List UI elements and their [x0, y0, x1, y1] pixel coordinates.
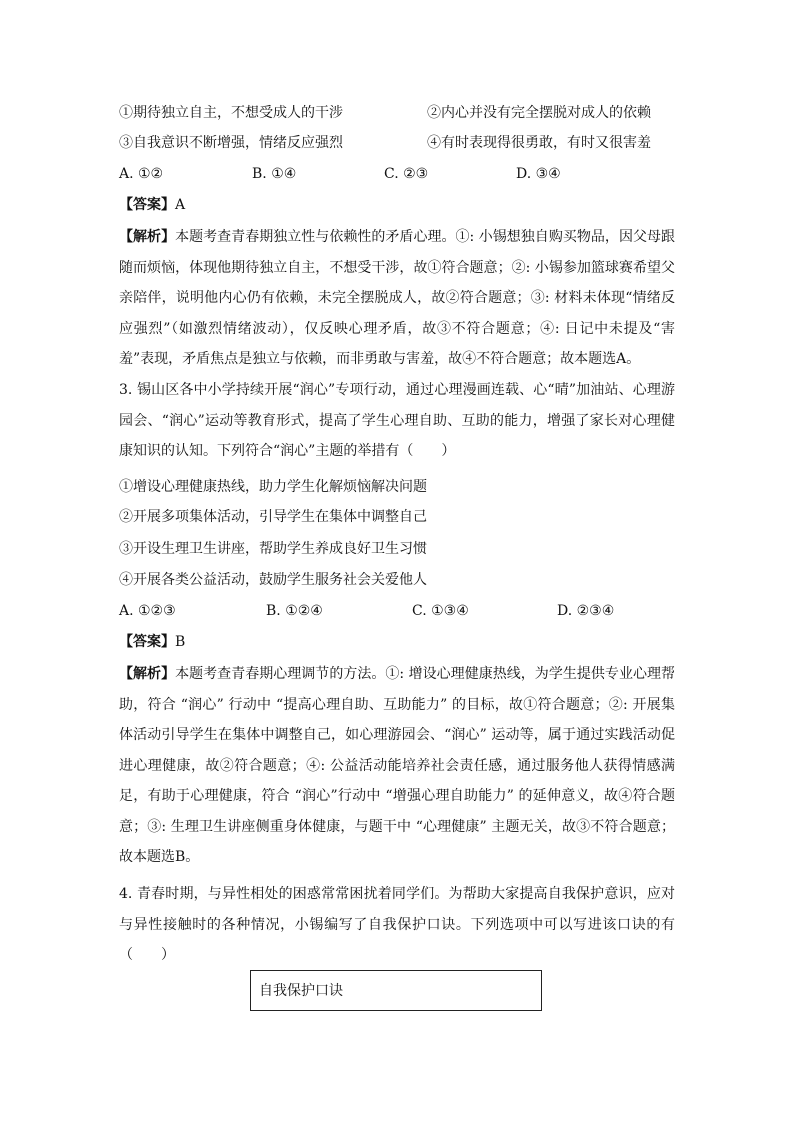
q3-choice-d: D. ②③④	[557, 603, 615, 619]
slogan-box	[250, 970, 542, 1011]
q2-option-3: ③自我意识不断增强，情绪反应强烈	[119, 135, 343, 151]
analysis-text: 本题考查青春期心理调节的方法。①: 增设心理健康热线，为学生提供专业心理帮助，符合 “润心” 行动中 “提高心理自助、互助能力” 的目标，故①符合题意；②: 开展集体活动引导学生在集体中调整自己，如心理游园会、“润心” 运动等，属于通过实践活动促进心理健康，故②符合题意；④: 公益活动能培养社会责任感，通过服务他人获得情感满足，有助于心理健康，符合 “润心”行动中 “增强心理自助能力” 的延伸意义，故④符合题意；③: 生理卫生讲座侧重身体健康，与题干中 “心理健康” 主题无关，故③不符合题意；故本题选B。	[119, 666, 676, 865]
q3-choice-b: B. ①②④	[266, 603, 323, 619]
analysis-text: 本题考查青春期独立性与依赖性的矛盾心理。①: 小锡想独自购买物品，因父母跟随而烦恼，体现他期待独立自主，不想受干涉，故①符合题意；②: 小锡参加篮球赛希望父亲陪伴，说明他内心仍有依赖，未完全摆脱成人，故②符合题意；③: 材料未体现“情绪反应强烈”（如激烈情绪波动），仅反映心理矛盾，故③不符合题意；④: 日记中未提及“害羞”表现，矛盾焦点是独立与依赖，而非勇敢与害羞，故④不符合题意；故本题选A。	[119, 229, 676, 367]
q2-analysis	[119, 222, 675, 375]
answer-tag: 【答案】	[119, 634, 175, 650]
slogan-box-label: 自我保护口诀	[259, 983, 343, 999]
q2-option-4: ④有时表现得很勇敢，有时又很害羞	[427, 135, 651, 151]
analysis-tag: 【解析】	[119, 666, 176, 682]
q2-choice-c: C. ②③	[384, 166, 429, 182]
q2-choice-b: B. ①④	[252, 166, 297, 182]
q2-option-1: ①期待独立自主，不想受成人的干涉	[119, 105, 343, 121]
q2-answer	[119, 195, 185, 215]
q3-choice-c: C. ①③④	[412, 603, 469, 619]
answer-tag: 【答案】	[119, 197, 175, 213]
q3-option-1: ①增设心理健康热线，助力学生化解烦恼解决问题	[119, 479, 427, 495]
analysis-tag: 【解析】	[119, 229, 176, 245]
q2-option-2: ②内心并没有完全摆脱对成人的依赖	[427, 105, 651, 121]
q3-option-3: ③开设生理卫生讲座，帮助学生养成良好卫生习惯	[119, 541, 427, 557]
q3-analysis	[119, 659, 675, 873]
answer-value: B	[175, 634, 186, 650]
q2-choice-a: A. ①②	[119, 166, 164, 182]
q4-stem: 4. 青春时期，与异性相处的困惑常常困扰着同学们。为帮助大家提高自我保护意识，应对与异性接触时的各种情况，小锡编写了自我保护口诀。下列选项中可以写进该口诀的有（ ）	[119, 886, 675, 963]
q2-choice-d: D. ③④	[516, 166, 561, 182]
q3-stem: 3. 锡山区各中小学持续开展“润心”专项行动，通过心理漫画连载、心“晴”加油站、心理游园会、“润心”运动等教育形式，提高了学生心理自助、互助的能力，增强了家长对心理健康知识的认知。下列符合“润心”主题的举措有（ ）	[119, 382, 675, 459]
q3-answer	[119, 632, 185, 652]
q3-option-4: ④开展各类公益活动，鼓励学生服务社会关爱他人	[119, 572, 427, 588]
q3-choice-a: A. ①②③	[119, 603, 176, 619]
answer-value: A	[175, 197, 186, 213]
q3-option-2: ②开展多项集体活动，引导学生在集体中调整自己	[119, 509, 427, 525]
